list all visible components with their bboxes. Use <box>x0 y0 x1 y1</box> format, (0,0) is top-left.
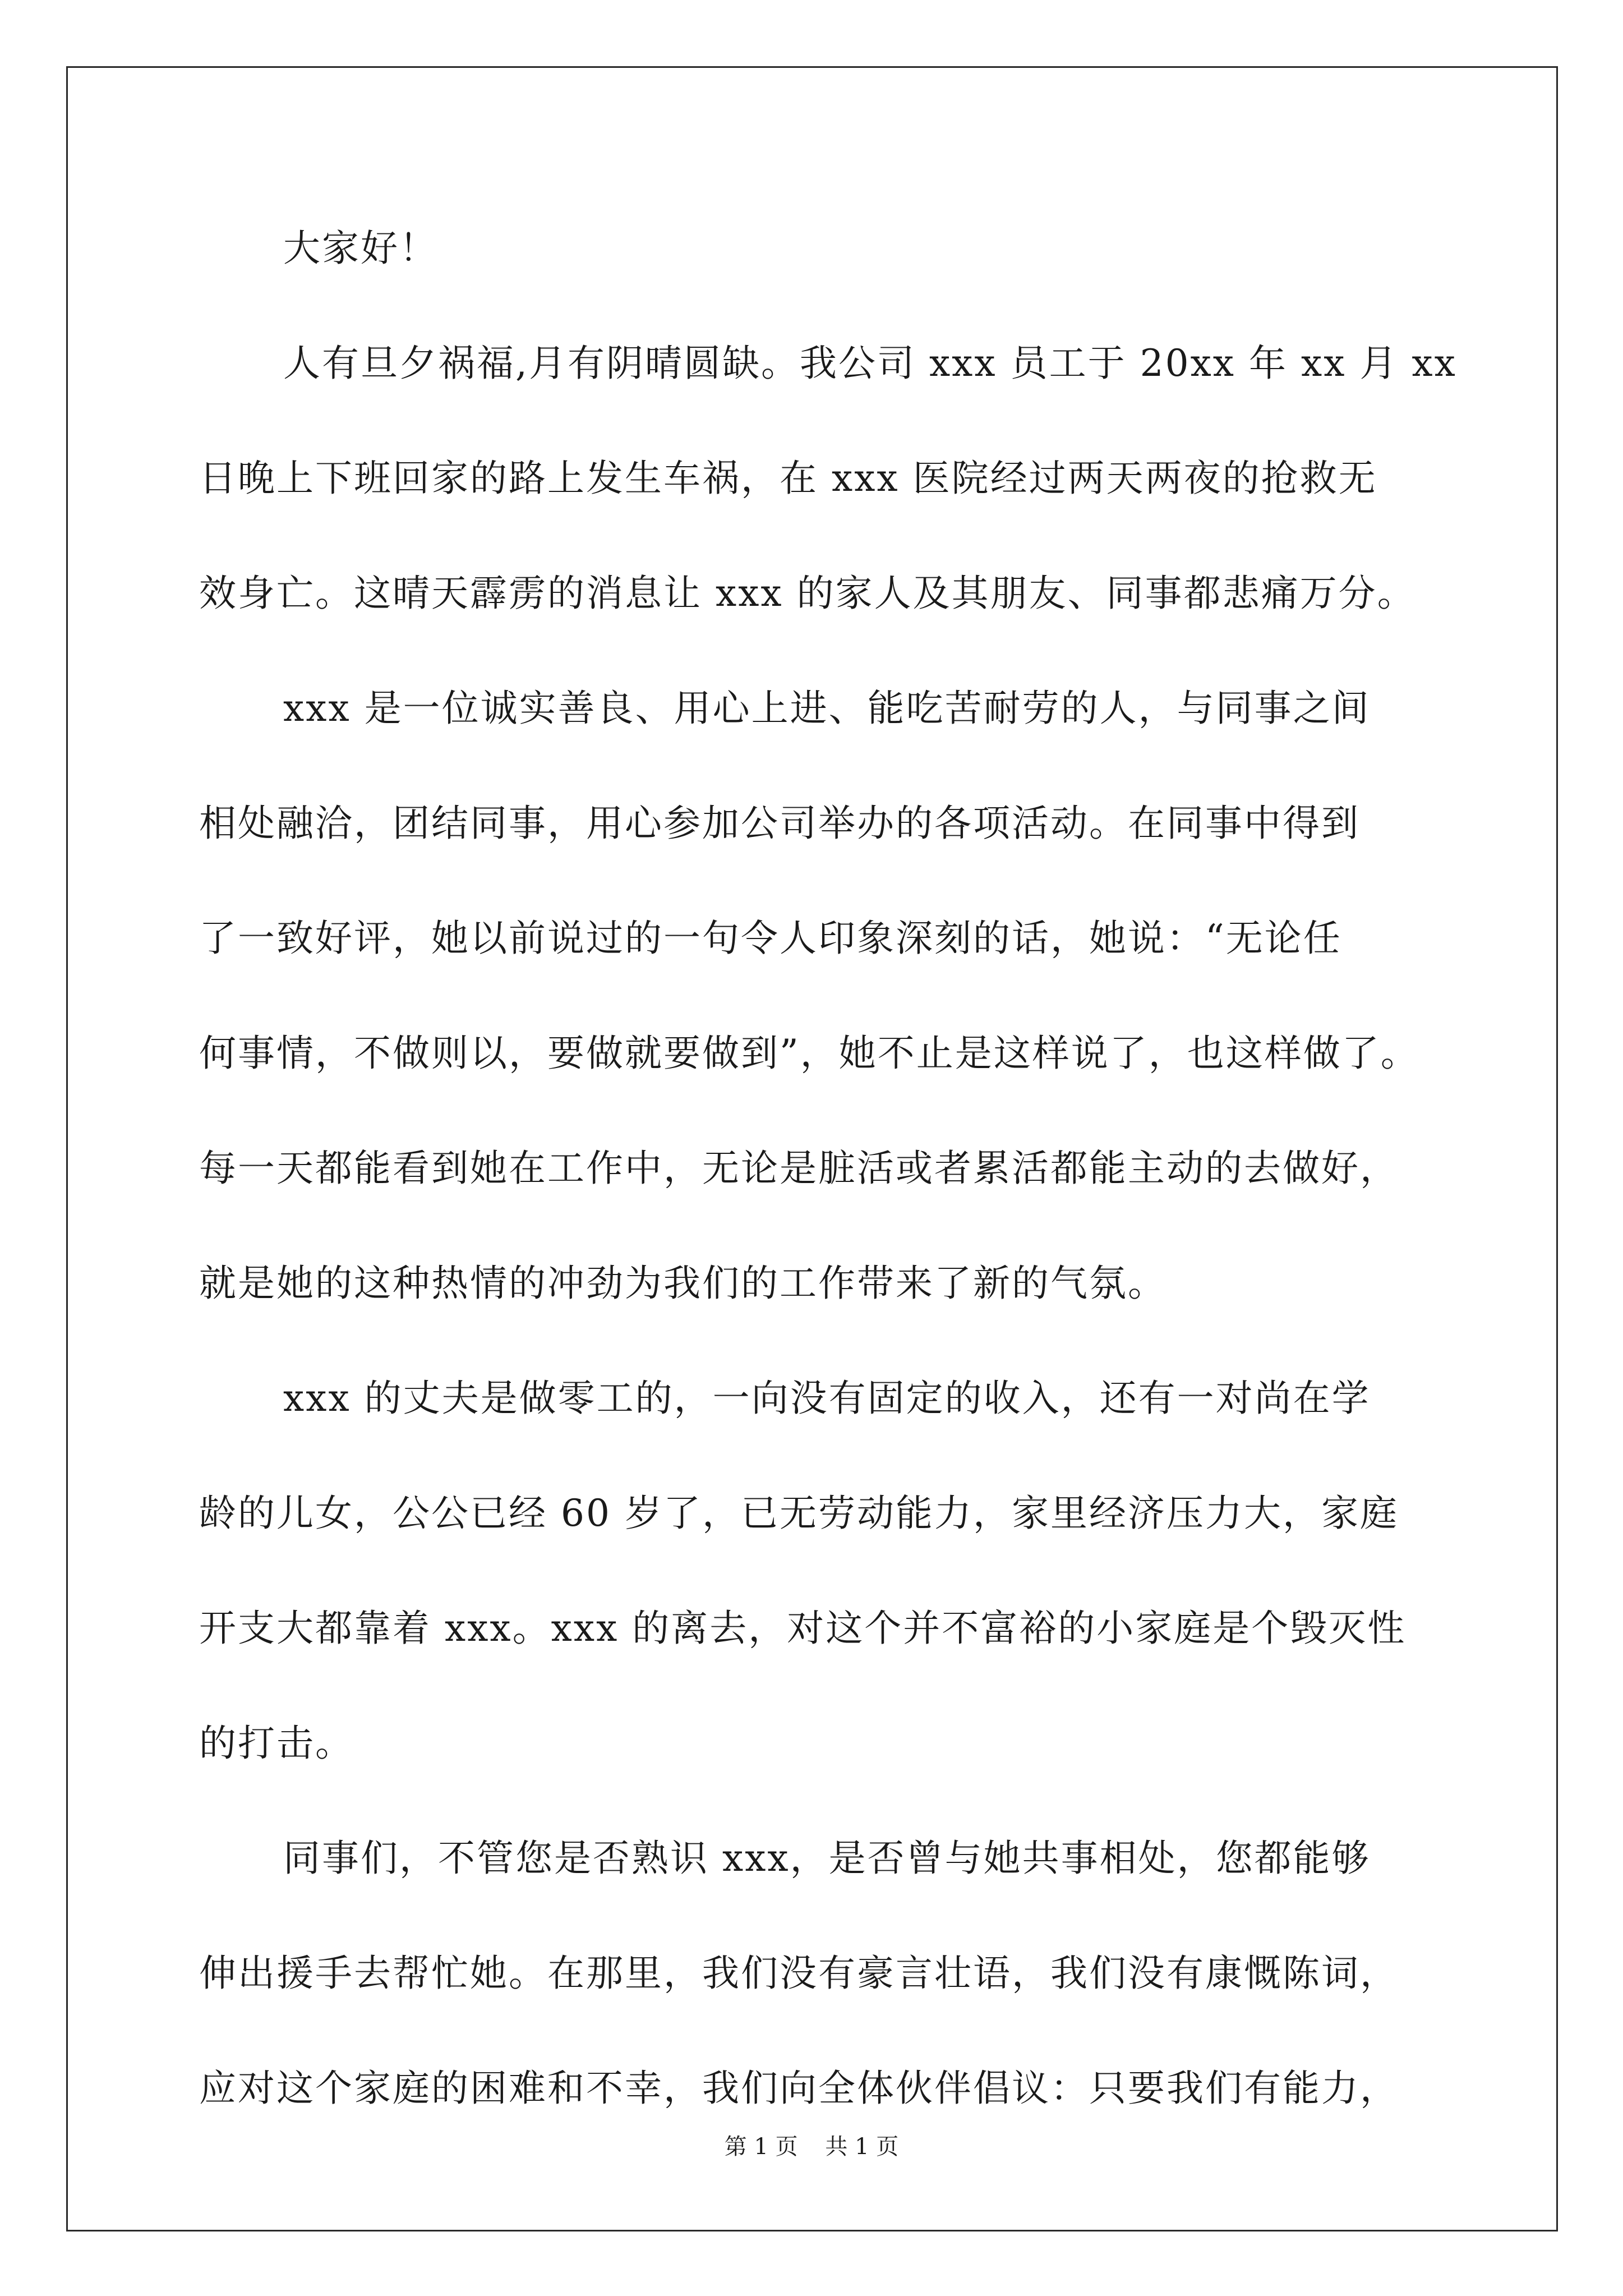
text-line: xxx 的丈夫是做零工的，一向没有固定的收入，还有一对尚在学 <box>283 1377 1371 1420</box>
text-line: 应对这个家庭的困难和不幸，我们向全体伙伴倡议：只要我们有能力， <box>199 2067 1399 2110</box>
text-line: 效身亡。这晴天霹雳的消息让 xxx 的家人及其朋友、同事都悲痛万分。 <box>199 572 1416 615</box>
page-footer <box>0 2129 1623 2161</box>
text-line: 同事们，不管您是否熟识 xxx，是否曾与她共事相处，您都能够 <box>283 1837 1371 1880</box>
text-line: 伸出援手去帮忙她。在那里，我们没有豪言壮语，我们没有康慨陈词， <box>199 1952 1399 1995</box>
text-line: 人有旦夕祸福,月有阴晴圆缺。我公司 xxx 员工于 20xx 年 xx 月 xx <box>283 342 1457 385</box>
text-line: 了一致好评，她以前说过的一句令人印象深刻的话，她说：“无论任 <box>199 917 1342 960</box>
page-number: 第 1 页 <box>724 2134 798 2160</box>
greeting-line: 大家好！ <box>283 227 438 270</box>
text-line: 日晚上下班回家的路上发生车祸，在 xxx 医院经过两天两夜的抢救无 <box>199 457 1377 500</box>
text-line: 相处融洽，团结同事，用心参加公司举办的各项活动。在同事中得到 <box>199 802 1360 845</box>
text-line: 的打击。 <box>199 1722 354 1765</box>
text-line: 就是她的这种热情的冲劲为我们的工作带来了新的气氛。 <box>199 1262 1166 1305</box>
text-line: 龄的儿女，公公已经 60 岁了，已无劳动能力，家里经济压力大，家庭 <box>199 1492 1399 1535</box>
text-line: xxx 是一位诚实善良、用心上进、能吃苦耐劳的人，与同事之间 <box>283 687 1371 730</box>
text-line: 每一天都能看到她在工作中，无论是脏活或者累活都能主动的去做好， <box>199 1147 1399 1190</box>
page-total: 共 1 页 <box>825 2134 899 2160</box>
text-line: 开支大都靠着 xxx。xxx 的离去，对这个并不富裕的小家庭是个毁灭性 <box>199 1607 1407 1650</box>
text-line: 何事情，不做则以，要做就要做到”，她不止是这样说了，也这样做了。 <box>199 1032 1419 1075</box>
